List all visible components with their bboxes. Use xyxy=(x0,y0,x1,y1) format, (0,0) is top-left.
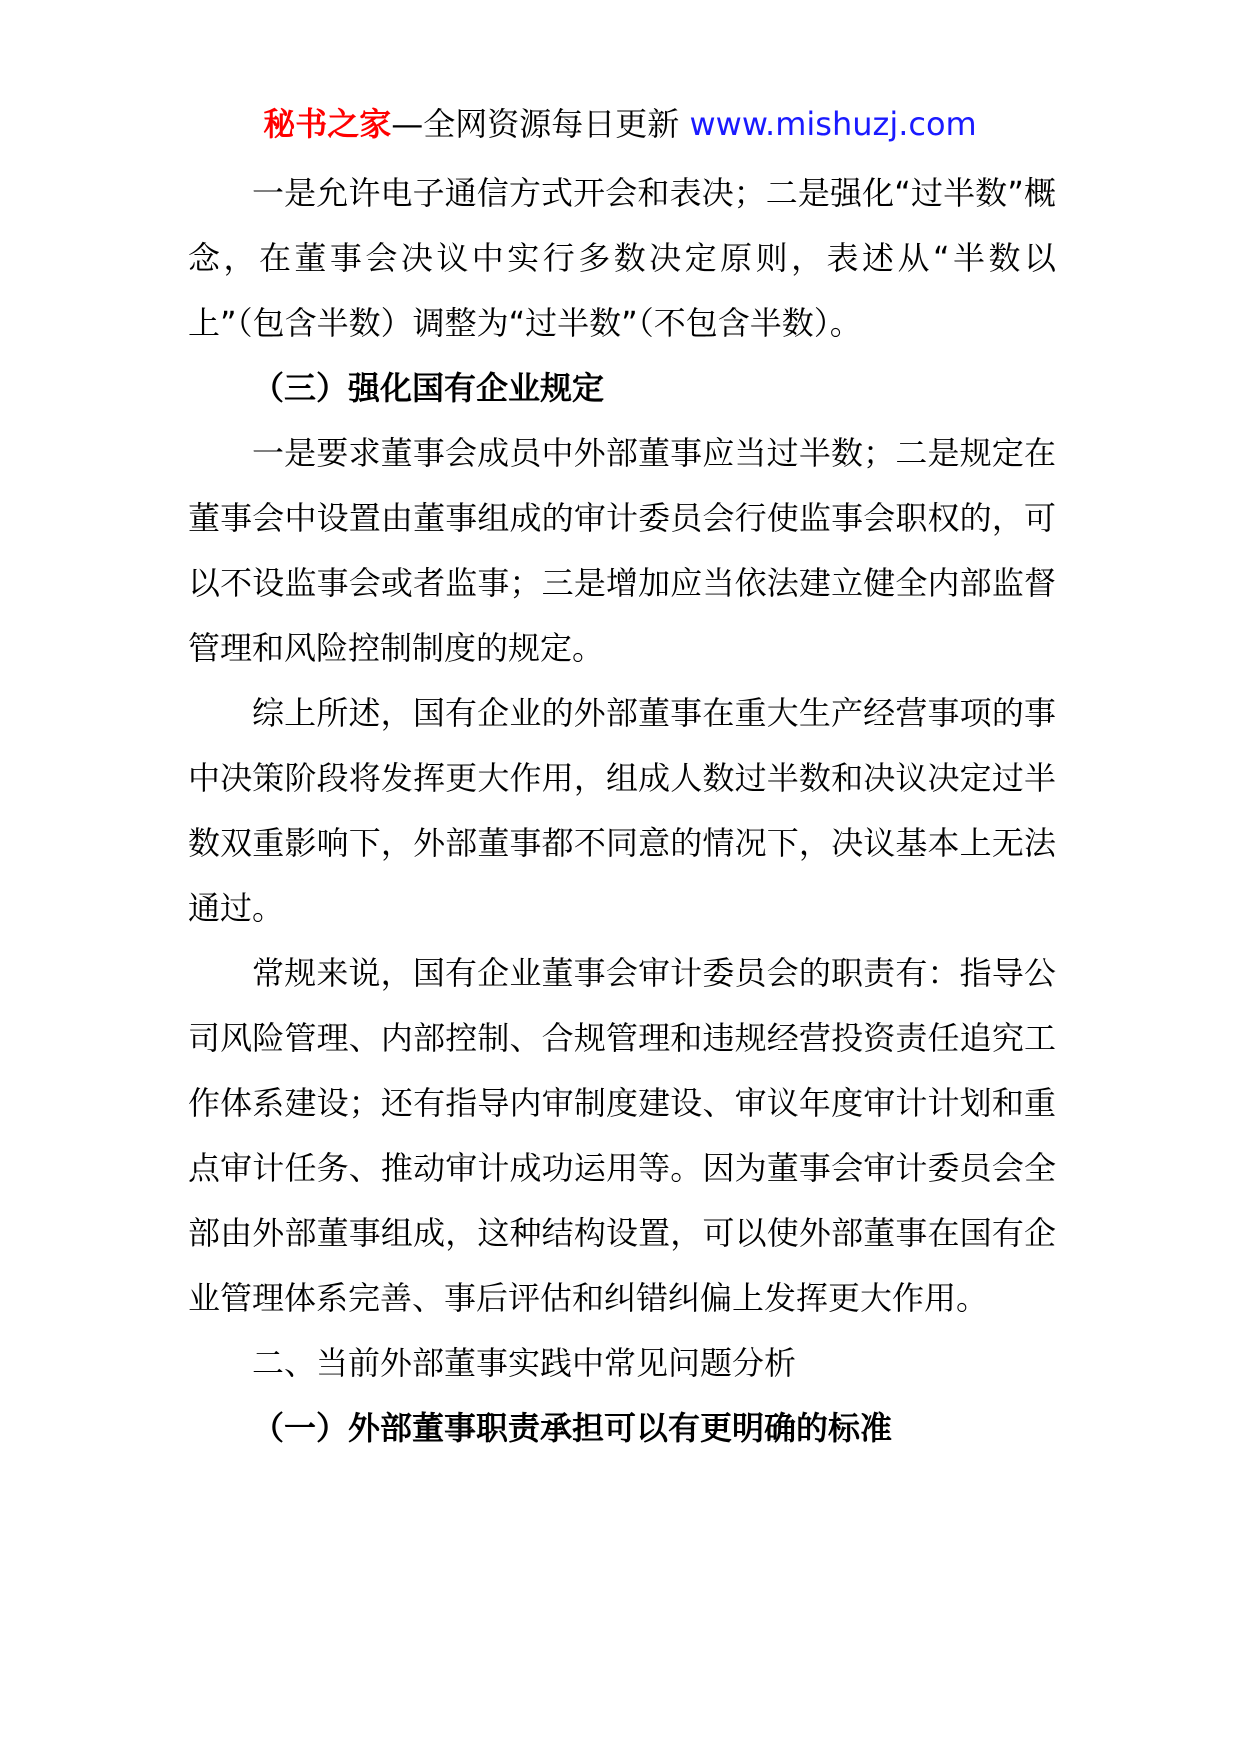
paragraph-audit-committee: 常规来说，国有企业董事会审计委员会的职责有：指导公司风险管理、内部控制、合规管理和违规经营投资责任追究工作体系建设；还有指导内审制度建设、审议年度审计计划和重点审计任务、推动审计成功运用等。因为董事会审计委员会全部由外部董事组成，这种结构设置，可以使外部董事在国有企业管理体系完善、事后评估和纠错纠偏上发挥更大作用。 xyxy=(188,954,1056,1317)
header-url-link[interactable]: www.mishuzj.com xyxy=(689,105,977,143)
paragraph-soe-rules: 一是要求董事会成员中外部董事应当过半数；二是规定在董事会中设置由董事组成的审计委员会行使监事会职权的，可以不设监事会或者监事；三是增加应当依法建立健全内部监督管理和风险控制制度的规定。 xyxy=(188,434,1056,667)
document-body xyxy=(188,161,1056,1461)
header-tagline: —全网资源每日更新 xyxy=(391,105,680,143)
header-brand: 秘书之家 xyxy=(263,105,392,143)
section-heading-3: （三）强化国有企业规定 xyxy=(252,369,605,407)
section-heading-1: （一）外部董事职责承担可以有更明确的标准 xyxy=(252,1409,893,1447)
page-header xyxy=(0,100,1240,148)
paragraph-summary: 综上所述，国有企业的外部董事在重大生产经营事项的事中决策阶段将发挥更大作用，组成人数过半数和决议决定过半数双重影响下，外部董事都不同意的情况下，决议基本上无法通过。 xyxy=(188,694,1056,927)
section-title-2: 二、当前外部董事实践中常见问题分析 xyxy=(252,1344,797,1382)
paragraph-voting-rules: 一是允许电子通信方式开会和表决；二是强化“过半数”概念，在董事会决议中实行多数决定原则，表述从“半数以上”（包含半数）调整为“过半数”（不包含半数）。 xyxy=(188,174,1056,342)
